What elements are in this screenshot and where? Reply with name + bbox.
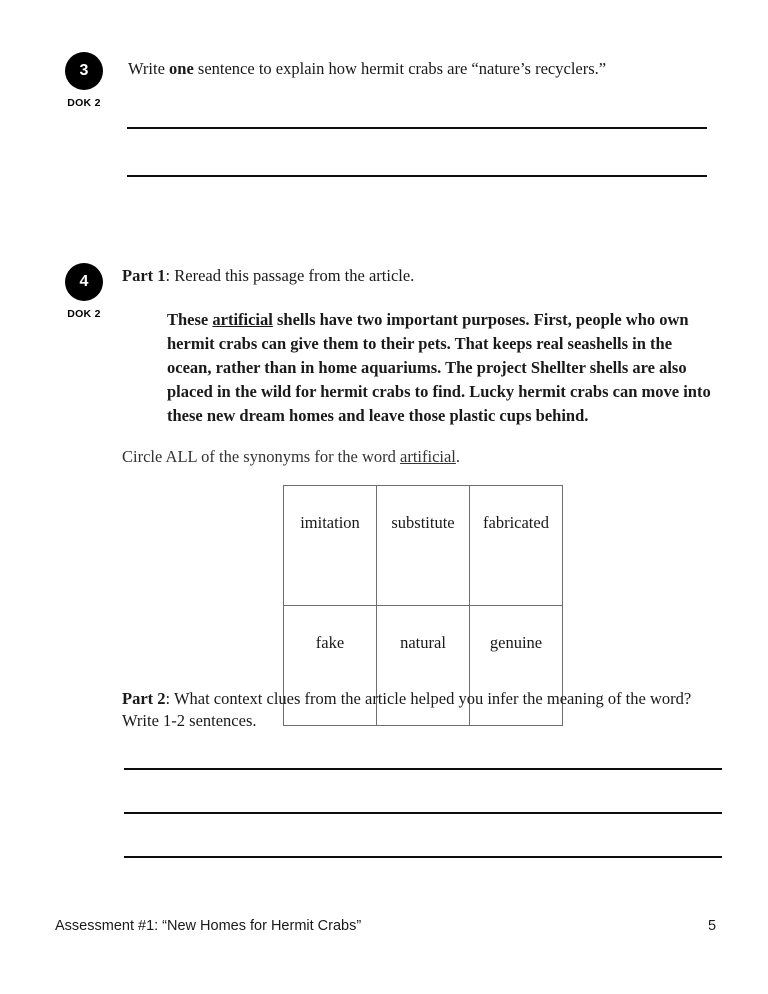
word-choice-fake[interactable]: fake bbox=[284, 606, 377, 726]
word-choice-fabricated[interactable]: fabricated bbox=[470, 486, 563, 606]
instruction-pre: Circle ALL of the synonyms for the word bbox=[122, 447, 401, 466]
word-choice-genuine[interactable]: genuine bbox=[470, 606, 563, 726]
question-3-answer-line-2[interactable] bbox=[127, 175, 707, 177]
instruction-underlined-word: artificial bbox=[400, 447, 456, 466]
footer-page-number: 5 bbox=[708, 918, 717, 934]
question-4-answer-line-1[interactable] bbox=[124, 768, 722, 770]
question-3-prompt-pre: Write bbox=[128, 59, 170, 78]
question-4-part2-text: : What context clues from the article helped you infer the meaning of the word? Write 1-2 sentences. bbox=[122, 689, 692, 731]
word-choice-imitation[interactable]: imitation bbox=[284, 486, 377, 606]
passage-lead: These bbox=[167, 310, 213, 329]
question-4-passage bbox=[167, 308, 719, 428]
question-3-prompt-emphasis: one bbox=[169, 59, 194, 78]
word-choice-substitute[interactable]: substitute bbox=[377, 486, 470, 606]
word-choice-natural[interactable]: natural bbox=[377, 606, 470, 726]
question-4-dok-badge bbox=[58, 263, 110, 320]
question-4-part2-prompt bbox=[122, 688, 692, 733]
question-3-dok-label: DOK 2 bbox=[67, 97, 101, 109]
question-3-number-circle: 3 bbox=[65, 52, 103, 90]
question-3-dok-badge bbox=[58, 52, 110, 109]
question-4-circle-instruction bbox=[122, 446, 712, 468]
question-3-prompt bbox=[128, 58, 718, 80]
passage-underlined-word: artificial bbox=[212, 310, 273, 329]
table-row bbox=[284, 486, 563, 606]
question-4-part2-label: Part 2 bbox=[122, 689, 166, 708]
passage-body: shells have two important purposes. First, people who own hermit crabs can give them to their pets. That keeps real seashells in the ocean, rather than in home aquariums. The project Shellter shells are also placed in the wild for hermit crabs to find. Lucky hermit crabs can move into these new dream homes and leave those plastic cups behind. bbox=[167, 310, 711, 425]
question-4-answer-line-3[interactable] bbox=[124, 856, 722, 858]
instruction-post: . bbox=[455, 447, 461, 466]
question-4-dok-label: DOK 2 bbox=[67, 308, 101, 320]
question-4-part1-text: : Reread this passage from the article. bbox=[165, 266, 415, 285]
question-4-number-circle: 4 bbox=[65, 263, 103, 301]
question-4-part1-prompt bbox=[122, 265, 712, 287]
question-3-answer-line-1[interactable] bbox=[127, 127, 707, 129]
question-3-prompt-post: sentence to explain how hermit crabs are “nature’s recyclers.” bbox=[193, 59, 607, 78]
footer-assessment-title: Assessment #1: “New Homes for Hermit Crabs” bbox=[55, 918, 362, 934]
question-4-part1-label: Part 1 bbox=[122, 266, 166, 285]
question-4-answer-line-2[interactable] bbox=[124, 812, 722, 814]
